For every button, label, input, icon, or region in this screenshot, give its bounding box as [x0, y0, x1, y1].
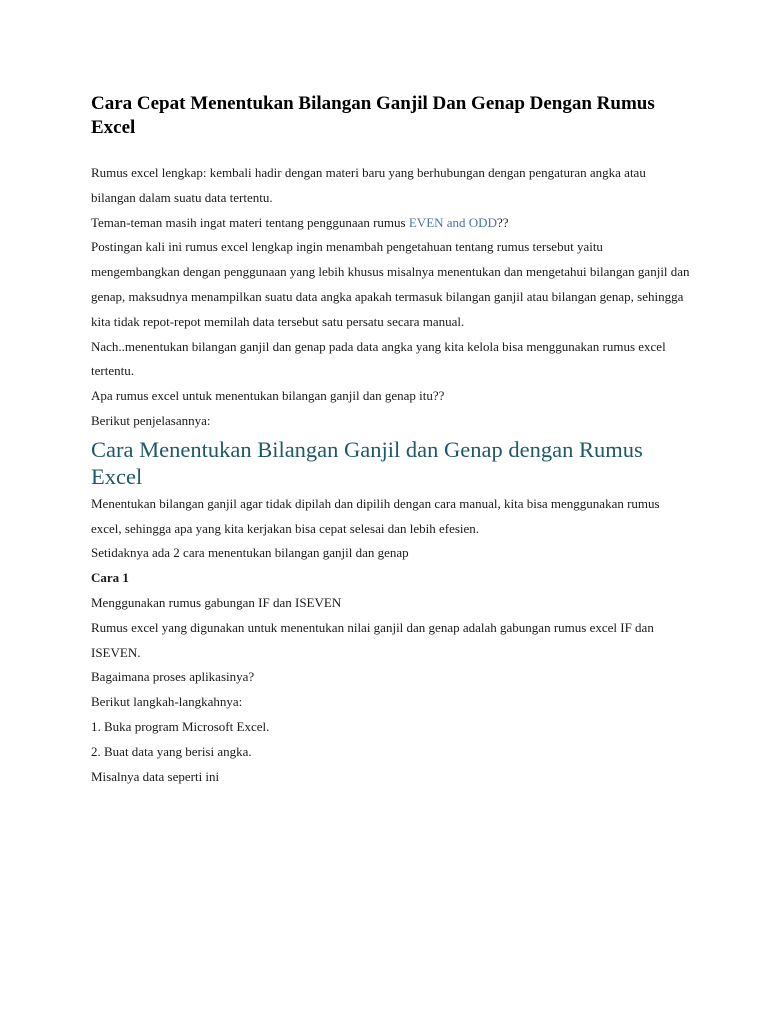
intro-paragraph-2	[91, 211, 691, 236]
document-page	[91, 92, 691, 789]
page-title: Cara Cepat Menentukan Bilangan Ganjil Dan Genap Dengan Rumus Excel	[91, 93, 655, 138]
section-paragraph-6: Berikut langkah-langkahnya:	[91, 694, 243, 710]
intro-paragraph-2-text: Teman-teman masih ingat materi tentang penggunaan rumus	[91, 214, 409, 230]
method-section	[91, 492, 691, 790]
section-paragraph-7: Misalnya data seperti ini	[91, 768, 220, 784]
intro-paragraph-5: Apa rumus excel untuk menentukan bilangan ganjil dan genap itu??	[91, 388, 445, 404]
section-paragraph-4: Rumus excel yang digunakan untuk menentukan nilai ganjil dan genap adalah gabungan rumus excel IF dan ISEVEN.	[91, 619, 654, 660]
step-2: 2. Buat data yang berisi angka.	[91, 743, 252, 759]
intro-paragraph-6: Berikut penjelasannya:	[91, 412, 211, 428]
intro-paragraph-1: Rumus excel lengkap: kembali hadir dengan materi baru yang berhubungan dengan pengaturan angka atau bilangan dalam suatu data tertentu.	[91, 165, 646, 205]
intro-paragraph-3: Postingan kali ini rumus excel lengkap ingin menambah pengetahuan tentang rumus tersebut yaitu mengembangkan dengan penggunaan yang lebih khusus misalnya menentukan dan mengetahui bilangan ganjil dan genap, maksudnya menampilkan suatu data angka apakah termasuk bilangan ganjil atau bilangan genap, sehingga kita tidak repot-repot memilah data tersebut satu persatu secara manual.	[91, 239, 690, 329]
cara-1-label: Cara 1	[91, 570, 129, 586]
intro-section	[91, 161, 691, 434]
section-paragraph-2: Setidaknya ada 2 cara menentukan bilangan ganjil dan genap	[91, 545, 409, 561]
section-paragraph-1: Menentukan bilangan ganjil agar tidak dipilah dan dipilih dengan cara manual, kita bisa menggunakan rumus excel, sehingga apa yang kita kerjakan bisa cepat selesai dan lebih efesien.	[91, 495, 660, 536]
step-1: 1. Buka program Microsoft Excel.	[91, 718, 270, 734]
section-heading: Cara Menentukan Bilangan Ganjil dan Genap dengan Rumus Excel	[91, 436, 643, 489]
intro-paragraph-2-suffix: ??	[496, 214, 509, 230]
intro-paragraph-4: Nach..menentukan bilangan ganjil dan genap pada data angka yang kita kelola bisa menggunakan rumus excel tertentu.	[91, 338, 666, 379]
section-paragraph-5: Bagaimana proses aplikasinya?	[91, 669, 255, 685]
section-paragraph-3: Menggunakan rumus gabungan IF dan ISEVEN	[91, 594, 342, 610]
even-odd-link[interactable]: EVEN and ODD	[408, 214, 497, 230]
